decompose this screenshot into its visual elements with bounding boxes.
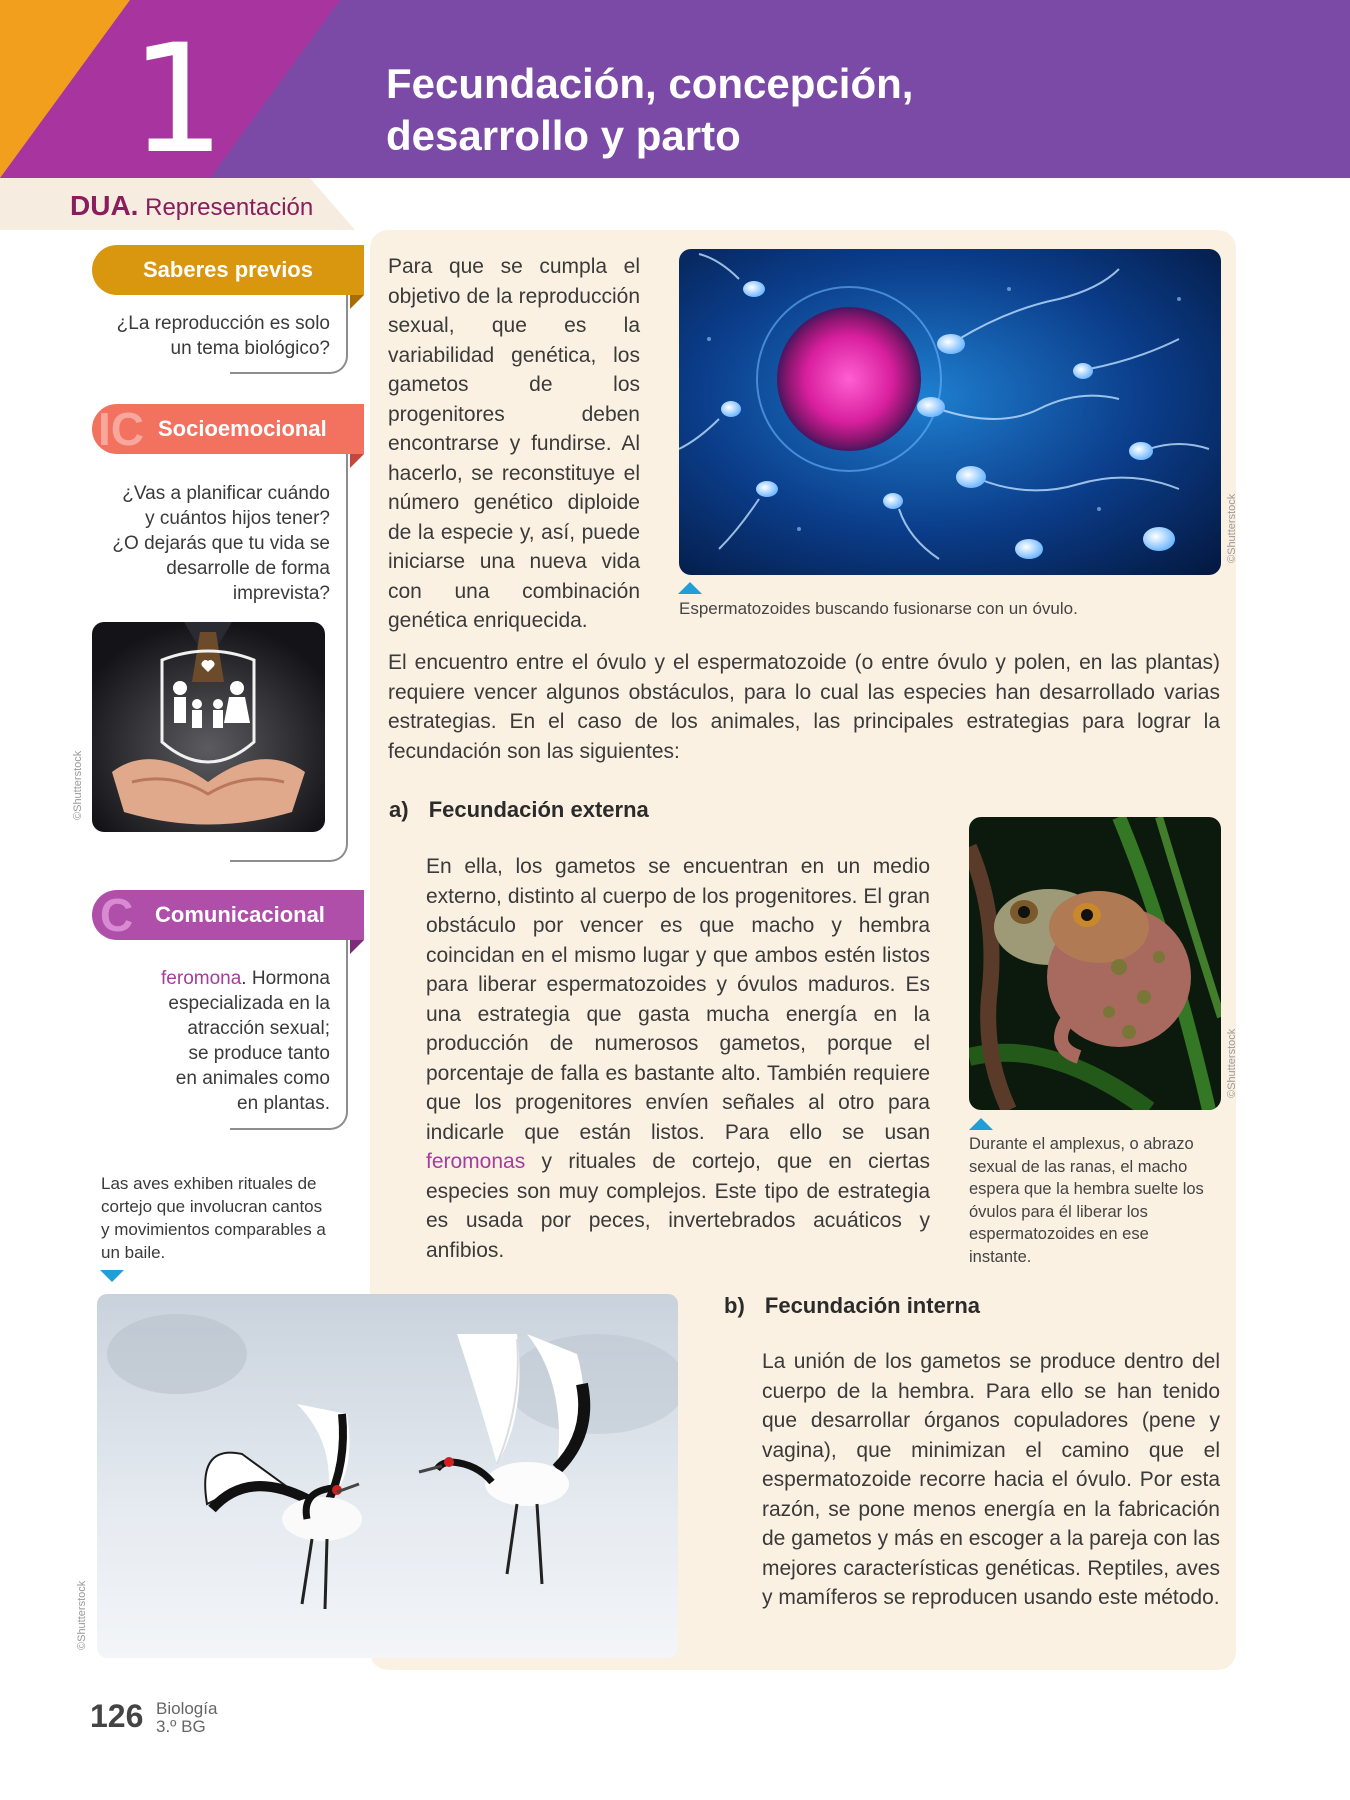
page-number: 126 [90, 1698, 144, 1734]
unit-number: 1 [130, 13, 226, 178]
external-fertilization-text [426, 852, 930, 1265]
feromona-line: especializada en la [168, 993, 330, 1014]
dua-label-main: DUA. [70, 190, 139, 221]
family-hands-photo [92, 622, 325, 832]
socio-line: ¿O dejarás que tu vida se [112, 533, 330, 554]
birds-caption-pointer-icon [100, 1270, 124, 1282]
sperm-ovum-photo [679, 249, 1221, 575]
external-heading-label: a) [389, 797, 409, 822]
saberes-title: Saberes previos [92, 245, 364, 295]
intro-paragraph: Para que se cumpla el objetivo de la reproducción sexual, que es la variabilidad genética, los gametos de los progenitores deben encontrarse y fundirse. Al hacerlo, se reconstituye el número genético diploide de la especie y, así, puede iniciarse una nueva vida con una combinación genética enriquecida. [388, 255, 640, 632]
external-text-part2: y rituales de cortejo, que en ciertas especies son muy complejos. Este tipo de estrategia es usada por peces, invertebrados acuáticos y anfibios. [426, 1150, 930, 1262]
frogs-amplexus-photo [969, 817, 1221, 1110]
c-logo-icon: C [100, 889, 134, 941]
external-text-part1: En ella, los gametos se encuentran en un medio externo, distinto al cuerpo de los progenitores. El gran obstáculo por vencer es que macho y hembra coincidan en el mismo lugar y que ambos estén listos para liberar espermatozoides y óvulos maduros. Es una estrategia que gasta mucha energía en la producción de numerosos gametos, porque el porcentaje de falla es bastante alto. También requiere que los progenitores envíen señales al otro para indicarle que están listos. Para ello se usan [426, 855, 930, 1144]
sperm-caption-pointer-icon [678, 582, 702, 594]
socio-line: y cuántos hijos tener? [145, 508, 330, 529]
feromonas-term: feromonas [426, 1150, 526, 1173]
saberes-fold [350, 295, 364, 309]
unit-header [0, 0, 1350, 178]
page-subject [156, 1700, 217, 1736]
dua-label-sub: Representación [145, 194, 314, 221]
birds-caption-line: cortejo que involucran cantos [101, 1197, 323, 1216]
obstacles-paragraph: El encuentro entre el óvulo y el espermatozoide (o entre óvulo y polen, en las plantas) requiere vencer algunos obstáculos, para lo cual las especies han desarrollado varias estrategias. En el caso de los animales, las principales estrategias para lograr la fecundación son las siguientes: [388, 651, 1220, 763]
internal-heading-text: Fecundación interna [764, 1293, 981, 1318]
dua-label [70, 190, 313, 222]
frog-photo-credit: ©Shutterstock [1226, 1028, 1238, 1098]
subject-name: Biología [156, 1699, 218, 1718]
birds-caption [101, 1172, 361, 1264]
birds-photo-credit: ©Shutterstock [76, 1580, 88, 1650]
comunicacional-title-bar [92, 890, 364, 940]
socio-line: ¿Vas a planificar cuándo [122, 483, 330, 504]
feromona-line1-rest: . Hormona [241, 968, 330, 989]
feromona-line1 [80, 966, 330, 991]
page-title-line1: Fecundación, concepción, [386, 60, 914, 107]
external-heading-text: Fecundación externa [428, 797, 649, 822]
sperm-caption: Espermatozoides buscando fusionarse con un óvulo. [679, 599, 1078, 618]
socio-line: desarrolle de forma [166, 558, 330, 579]
feromona-line: en animales como [175, 1068, 330, 1089]
family-hands-illustration [92, 622, 325, 832]
socio-fold [350, 454, 364, 468]
birds-caption-line: un baile. [101, 1243, 166, 1262]
socio-question [80, 481, 330, 606]
feromona-line: atracción sexual; [187, 1018, 330, 1039]
frog-caption-pointer-icon [969, 1118, 993, 1130]
socio-photo-credit: ©Shutterstock [72, 750, 84, 820]
saberes-q-line1: ¿La reproducción es solo [116, 313, 330, 334]
feromona-line: se produce tanto [188, 1043, 330, 1064]
socio-title: Socioemocional [158, 416, 327, 441]
internal-fertilization-text: La unión de los gametos se produce dentro del cuerpo de la hembra. Para ello se han tenido que desarrollar órganos copuladores (pene y vagina), que minimizan el camino que el espermatozoide recorre hacia el óvulo. Por esta razón, se pone menos energía en la fabricación de gametos y más en escoger a la pareja con las mejores características genéticas. Reptiles, aves y mamíferos se reproducen usando este método. [762, 1350, 1220, 1609]
comunicacional-fold [350, 940, 364, 954]
saberes-q-line2: un tema biológico? [170, 338, 330, 359]
internal-fertilization-heading [724, 1293, 980, 1319]
feromona-definition [80, 966, 330, 1116]
socio-line: imprevista? [232, 583, 330, 604]
birds-caption-line: y movimientos comparables a [101, 1220, 326, 1239]
cranes-illustration [97, 1294, 678, 1658]
external-fertilization-heading [389, 797, 649, 823]
feromona-line: en plantas. [237, 1093, 330, 1114]
frog-caption: Durante el amplexus, o abrazo sexual de las ranas, el macho espera que la hembra suelte los óvulos para él liberar los espermatozoides en ese instante. [969, 1135, 1204, 1266]
internal-heading-label: b) [724, 1293, 745, 1318]
comunicacional-title: Comunicacional [155, 902, 325, 927]
feromona-term: feromona [161, 968, 242, 989]
birds-caption-line: Las aves exhiben rituales de [101, 1174, 317, 1193]
page-title [386, 58, 913, 162]
cranes-photo [97, 1294, 678, 1658]
sperm-ovum-illustration [679, 249, 1221, 575]
frogs-illustration [969, 817, 1221, 1110]
ic-logo-icon: IC [98, 403, 144, 455]
saberes-question [80, 311, 330, 361]
socio-title-bar [92, 404, 364, 454]
subject-level: 3.º BG [156, 1717, 206, 1736]
page-title-line2: desarrollo y parto [386, 112, 741, 159]
sperm-photo-credit: ©Shutterstock [1226, 493, 1238, 563]
